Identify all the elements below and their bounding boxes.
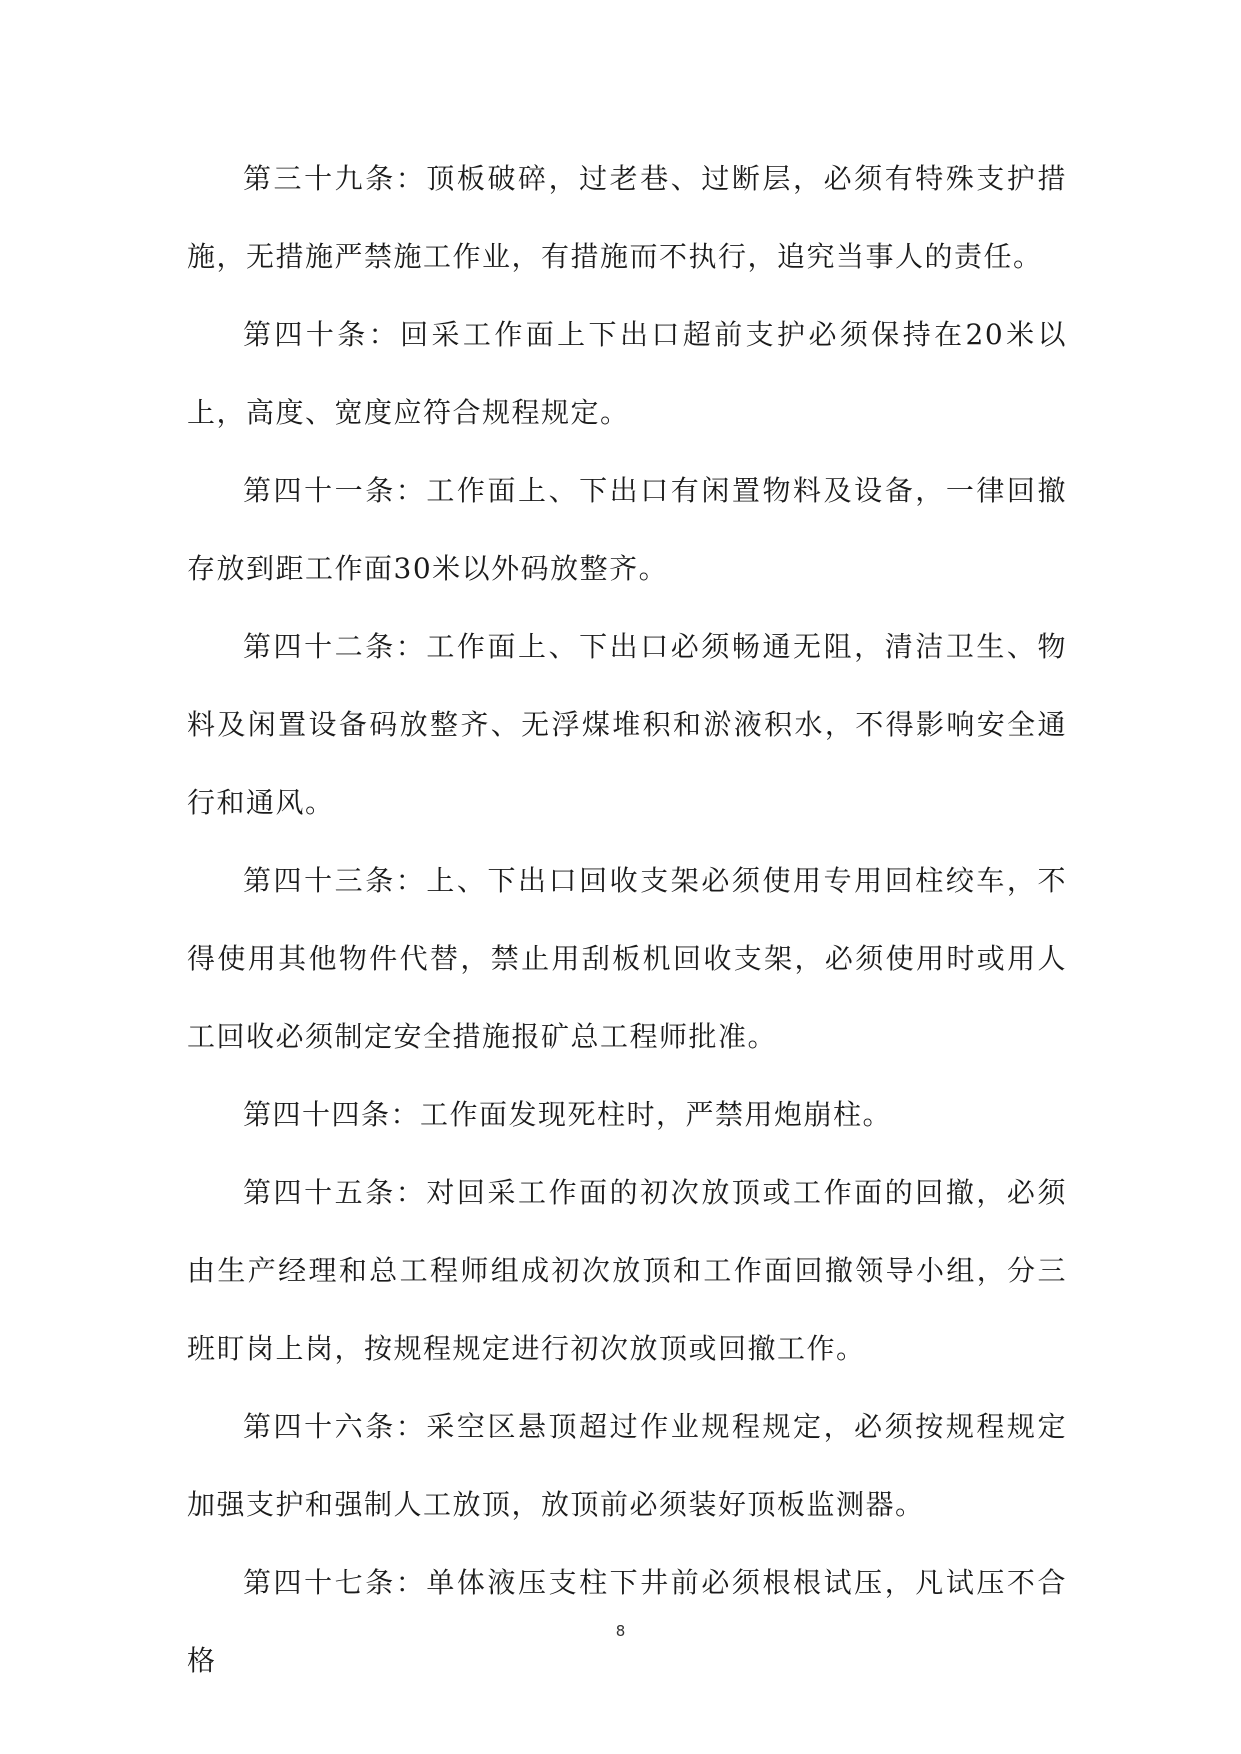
article-47: 第四十七条：单体液压支柱下井前必须根根试压，凡试压不合格: [187, 1566, 1067, 1677]
article-39: 第三十九条：顶板破碎，过老巷、过断层，必须有特殊支护措施，无措施严禁施工作业，有措施而不执行，追究当事人的责任。: [187, 162, 1067, 273]
article-44: 第四十四条：工作面发现死柱时，严禁用炮崩柱。: [243, 1098, 893, 1131]
article-45: 第四十五条：对回采工作面的初次放顶或工作面的回撤，必须由生产经理和总工程师组成初次放顶和工作面回撤领导小组，分三班盯岗上岗，按规程规定进行初次放顶或回撤工作。: [187, 1176, 1067, 1365]
article-41: 第四十一条：工作面上、下出口有闲置物料及设备，一律回撤存放到距工作面30米以外码放整齐。: [187, 474, 1067, 585]
article-40: 第四十条：回采工作面上下出口超前支护必须保持在20米以上，高度、宽度应符合规程规定。: [187, 318, 1067, 429]
article-42: 第四十二条：工作面上、下出口必须畅通无阻，清洁卫生、物料及闲置设备码放整齐、无浮煤堆积和淤液积水，不得影响安全通行和通风。: [187, 630, 1067, 819]
body-text: [187, 140, 1067, 1700]
article-46: 第四十六条：采空区悬顶超过作业规程规定，必须按规程规定加强支护和强制人工放顶，放顶前必须装好顶板监测器。: [187, 1410, 1067, 1521]
page-number: 8: [615, 1622, 626, 1640]
article-43: 第四十三条：上、下出口回收支架必须使用专用回柱绞车，不得使用其他物件代替，禁止用刮板机回收支架，必须使用时或用人工回收必须制定安全措施报矿总工程师批准。: [187, 864, 1067, 1053]
